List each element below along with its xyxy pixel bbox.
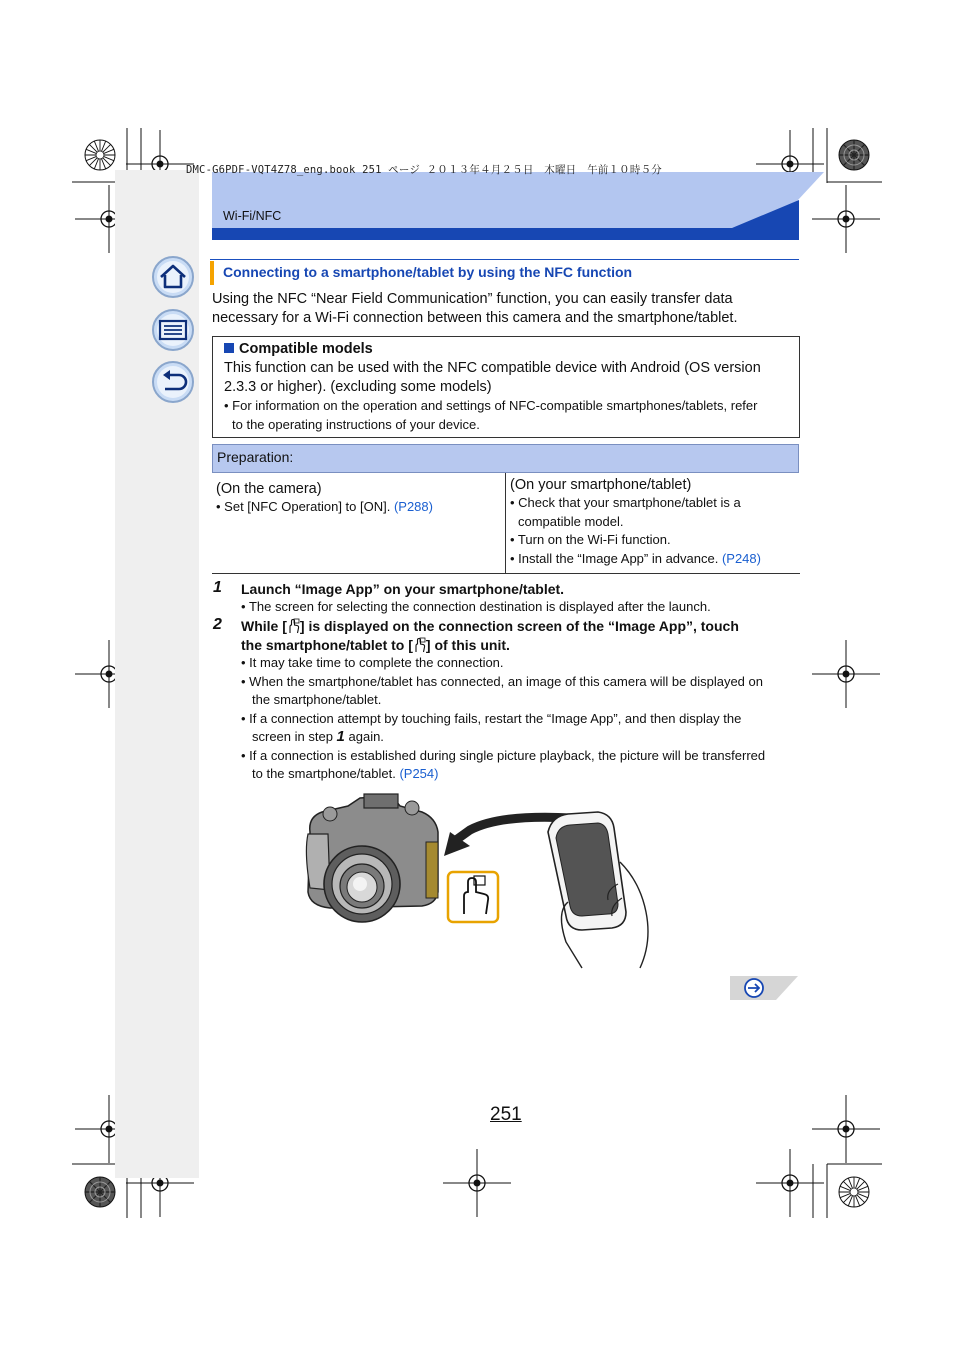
return-arrow-icon	[151, 360, 195, 404]
smartphone-cell-item: • Install the “Image App” in advance. (P248)	[510, 550, 761, 566]
step-2-text: While [ ] is displayed on the connection screen of the “Image App”, touch the smartphone/tablet to [ ] of this unit.	[241, 618, 739, 653]
smartphone-cell-heading: (On your smartphone/tablet)	[510, 477, 692, 493]
smartphone-in-hand-illustration	[548, 812, 648, 968]
step-number: 1	[213, 579, 222, 596]
camera-cell-item: • Set [NFC Operation] to [ON]. (P288)	[216, 499, 433, 514]
section-heading-text: Connecting to a smartphone/tablet by using the NFC function	[223, 264, 633, 280]
home-icon	[151, 255, 195, 299]
header-band	[212, 170, 824, 240]
compatible-models-title: Compatible models	[224, 341, 373, 357]
smartphone-cell-item: • Turn on the Wi-Fi function.	[510, 532, 671, 547]
next-page-arrow-icon	[730, 976, 800, 1000]
compatible-models-box	[212, 336, 800, 438]
step-1-notes: • The screen for selecting the connection destination is displayed after the launch.	[241, 599, 711, 614]
square-bullet-icon	[224, 343, 234, 353]
intro-line: Using the NFC “Near Field Communication” function, you can easily transfer data	[212, 291, 733, 307]
preparation-camera-cell	[212, 473, 505, 574]
nfc-touch-icon	[287, 618, 300, 634]
intro-line: necessary for a Wi-Fi connection between this camera and the smartphone/tablet.	[212, 310, 738, 326]
compatible-models-text: This function can be used with the NFC compatible device with Android (OS version 2.3.3 or higher). (excluding some models)	[224, 360, 761, 395]
intro-paragraph	[212, 290, 802, 328]
print-info-line: DMC-G6PDF-VQT4Z78_eng.book 251 ページ ２０１３年４月２５日 木曜日 午前１０時５分	[186, 164, 662, 176]
back-button[interactable]	[151, 360, 195, 404]
camera-illustration	[306, 794, 438, 922]
home-button[interactable]	[151, 255, 195, 299]
page-link-p288[interactable]: (P288)	[393, 499, 433, 514]
step-1-text: Launch “Image App” on your smartphone/tablet.	[241, 581, 565, 597]
step-number: 2	[213, 616, 222, 633]
nfc-touch-icon	[413, 637, 426, 653]
nfc-touch-illustration	[300, 792, 660, 972]
nfc-mark-icon	[448, 872, 498, 922]
page-link-p248[interactable]: (P248)	[721, 550, 761, 566]
next-page-button[interactable]	[730, 976, 800, 1000]
heading-accent-bar	[210, 261, 214, 285]
camera-cell-heading: (On the camera)	[216, 481, 322, 497]
page-link-p254[interactable]: (P254)	[399, 766, 439, 781]
preparation-header: Preparation:	[212, 444, 799, 473]
preparation-smartphone-cell: (On your smartphone/tablet) • Check that your smartphone/tablet is a compatible model. • Turn on the Wi-Fi function. • Install the “Image App” in advance. (P248)	[505, 473, 800, 574]
list-icon	[151, 308, 195, 352]
step-2-notes: • It may take time to complete the connection. • When the smartphone/tablet has connected, an image of this camera will be displayed on the smartphone/tablet. • If a connection attempt by touching fails, restart the “Image App”, and then display the screen in step 1 again. • If a connection is established during single picture playback, the picture will be transferred to the smartphone/tablet. (P254)	[241, 655, 766, 781]
section-label: Wi-Fi/NFC	[223, 209, 282, 223]
preparation-table	[212, 444, 799, 574]
compatible-models-note: • For information on the operation and settings of NFC-compatible smartphones/tablets, refer to the operating instructions of your device.	[224, 398, 758, 432]
contents-button[interactable]	[151, 308, 195, 352]
page-number: 251	[490, 1104, 522, 1125]
smartphone-cell-item: • Check that your smartphone/tablet is a	[510, 495, 741, 510]
section-heading	[210, 259, 799, 286]
